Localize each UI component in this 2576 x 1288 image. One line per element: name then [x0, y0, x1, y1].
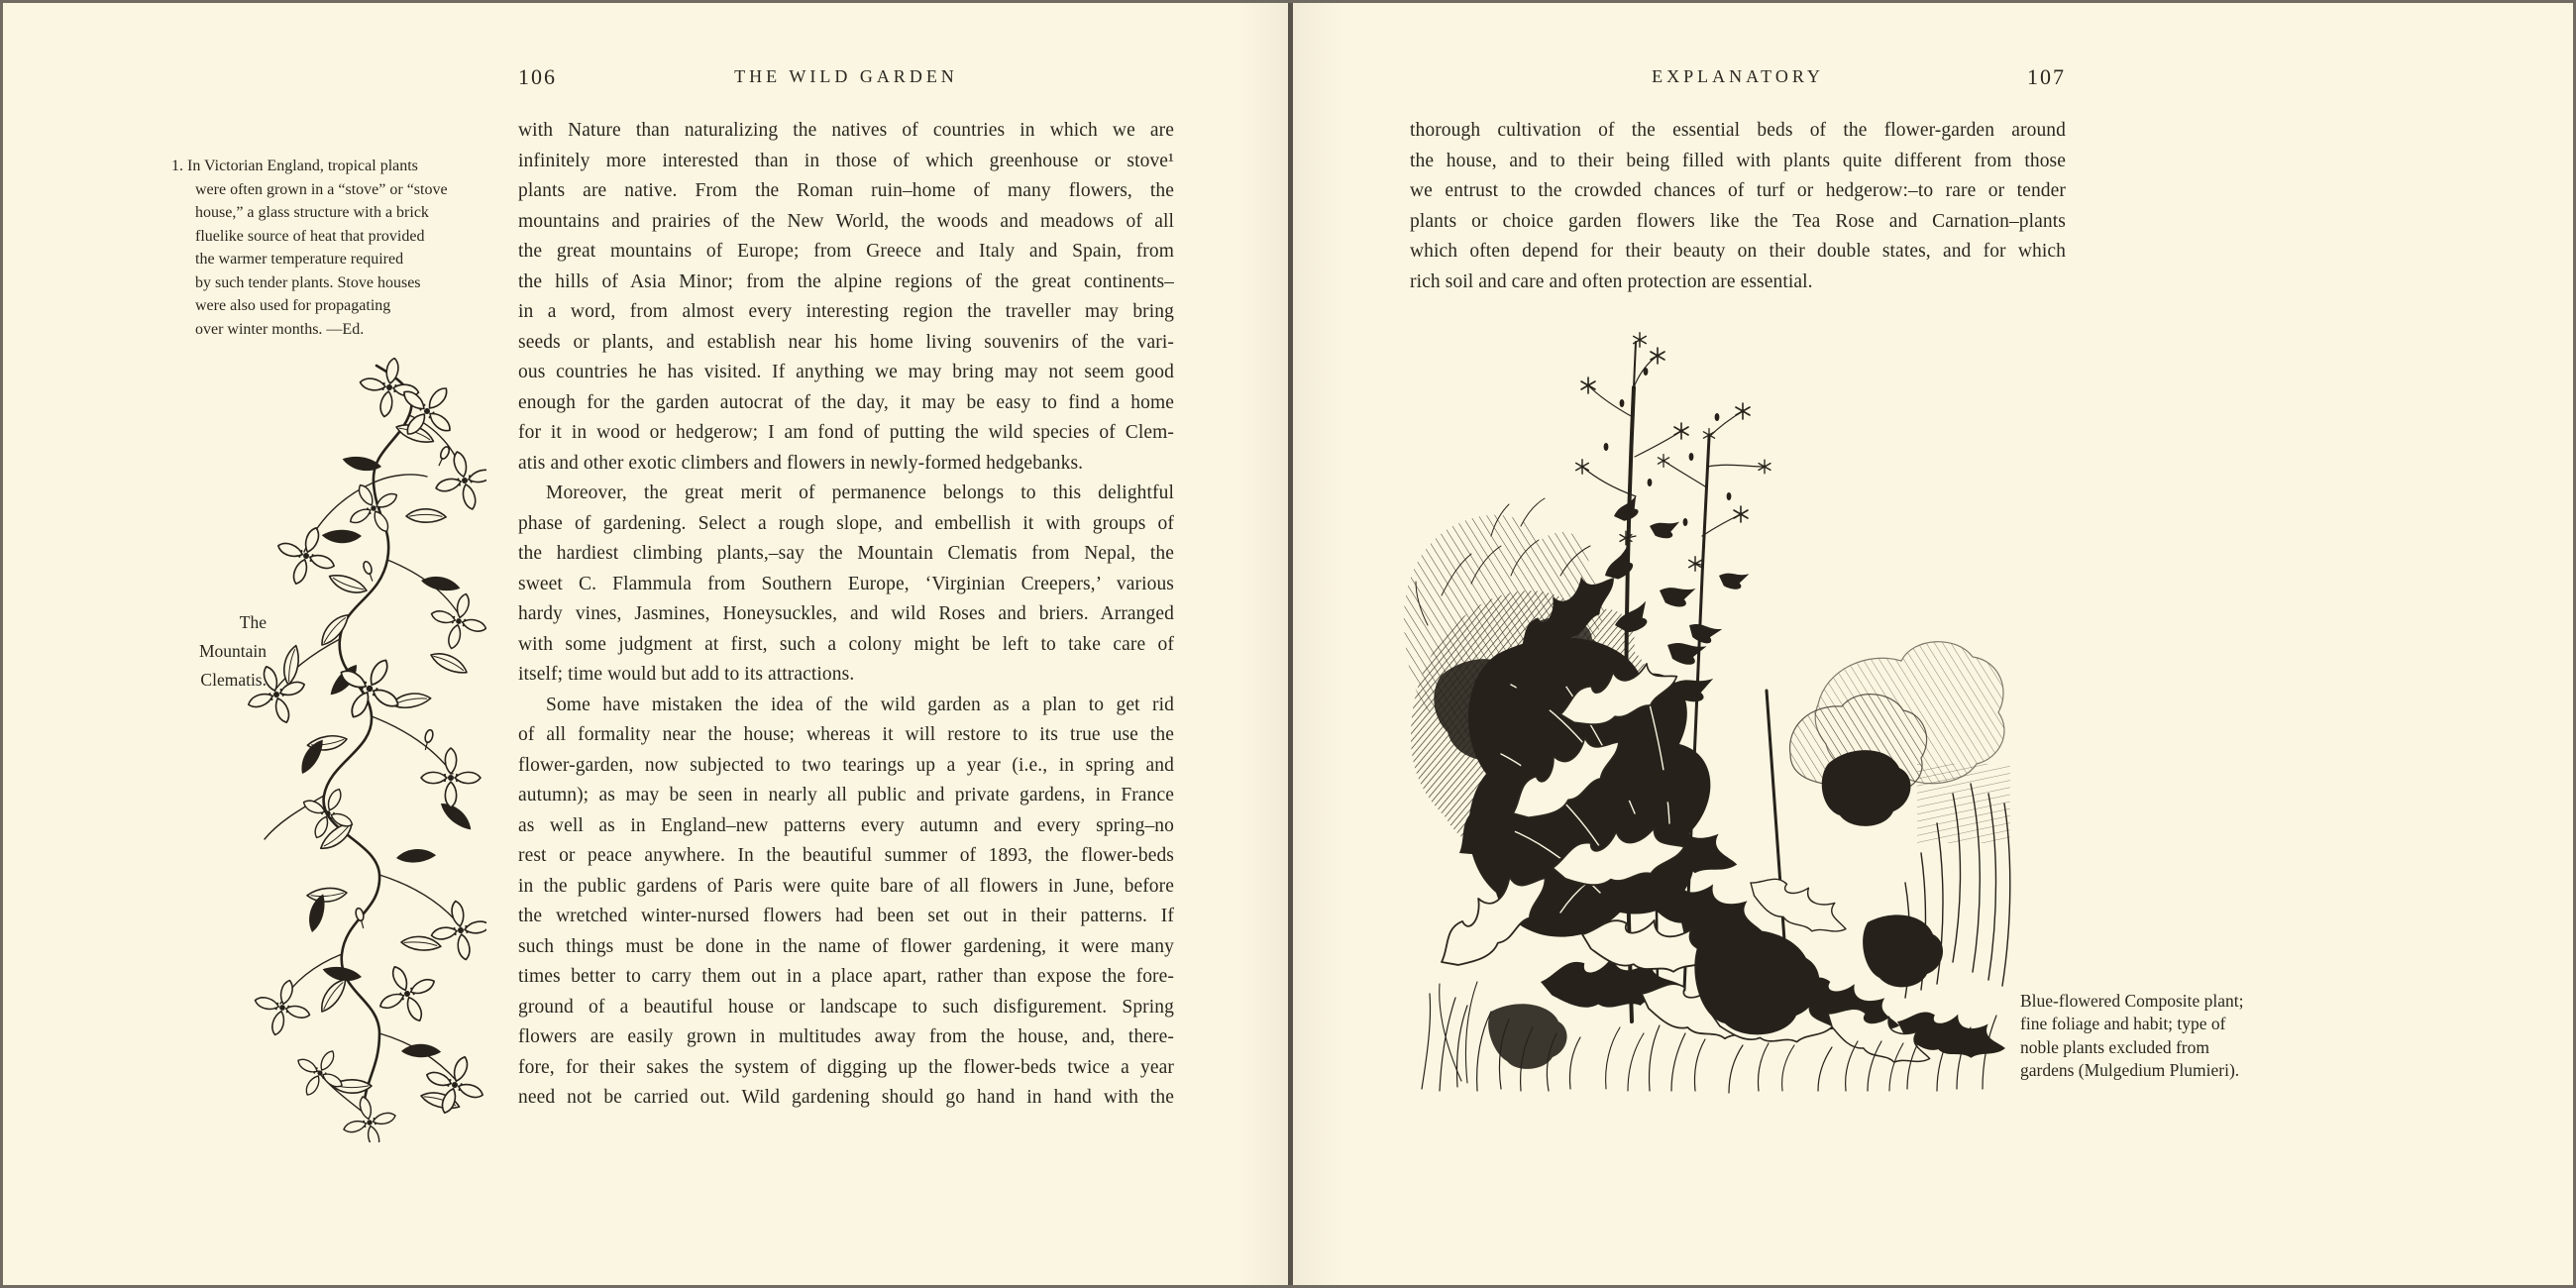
text-line: 1. In Victorian England, tropical plants: [171, 158, 418, 174]
text-line: the wretched winter-nursed flowers had been set out in their patterns. If: [518, 906, 1174, 926]
text-line: the hardiest climbing plants,–say the Mountain Clematis from Nepal, the: [518, 543, 1174, 564]
text-line: over winter months. —Ed.: [195, 320, 365, 338]
text-line: Mountain: [198, 641, 267, 661]
text-line: ous countries he has visited. If anything we may bring may not seem good: [518, 362, 1174, 382]
paragraph: [518, 479, 1174, 691]
running-head-right: EXPLANATORY: [1652, 66, 1824, 86]
paragraph: [518, 116, 1174, 479]
page-number-left: 106: [518, 64, 557, 89]
text-line: we entrust to the crowded chances of turf or hedgerow:–to rare or tender: [1410, 180, 2066, 201]
text-line: the great mountains of Europe; from Greece and Italy and Spain, from: [518, 241, 1174, 262]
text-line: atis and other exotic climbers and flowers in newly-formed hedgebanks.: [518, 452, 1084, 474]
text-line: gardens (Mulgedium Plumieri).: [2020, 1060, 2240, 1081]
text-line: Clematis.: [200, 670, 267, 690]
text-line: enough for the garden autocrat of the day, it may be easy to find a home: [518, 391, 1174, 413]
text-line: infinitely more interested than in those of which greenhouse or stove¹: [518, 150, 1174, 171]
text-line: the hills of Asia Minor; from the alpine regions of the great continents–: [518, 270, 1174, 292]
text-line: autumn); as may be seen in nearly all public and private gardens, in France: [518, 785, 1174, 805]
gutter-shadow-left: [1238, 3, 1288, 1288]
mulgedium-illustration: [1402, 328, 2016, 1095]
text-line: need not be carried out. Wild gardening should go hand in hand with the: [518, 1087, 1174, 1108]
paragraph: [1410, 116, 2066, 297]
text-line: plants are native. From the Roman ruin–home of many flowers, the: [518, 180, 1174, 201]
text-line: as well as in England–new patterns every autumn and every spring–no: [518, 814, 1174, 836]
text-line: Some have mistaken the idea of the wild garden as a plan to get rid: [546, 694, 1174, 715]
text-line: The: [239, 612, 267, 632]
text-line: fluelike source of heat that provided: [195, 227, 425, 245]
clematis-illustration: [223, 358, 486, 1142]
text-line: thorough cultivation of the essential beds of the flower-garden around: [1410, 120, 2066, 141]
text-line: noble plants excluded from: [2020, 1036, 2209, 1057]
text-line: ground of a beautiful house or landscape to such disfigurement. Spring: [518, 996, 1174, 1018]
text-line: by such tender plants. Stove houses: [195, 273, 421, 291]
page-gutter-divider: [1288, 3, 1293, 1288]
text-line: times better to carry them out in a place apart, rather than expose the fore-: [518, 966, 1174, 987]
text-line: for it in wood or hedgerow; I am fond of putting the wild species of Clem-: [518, 422, 1174, 443]
text-line: in the public gardens of Paris were quite bare of all flowers in June, before: [518, 875, 1174, 897]
text-line: of all formality near the house; whereas it will restore to its true use the: [518, 724, 1174, 745]
text-line: such things must be done in the name of flower gardening, it were many: [518, 935, 1174, 957]
right-header: [1410, 66, 2066, 96]
text-line: plants or choice garden flowers like the Tea Rose and Carnation–plants: [1410, 210, 2066, 232]
text-line: itself; time would but add to its attractions.: [518, 664, 855, 685]
text-line: fore, for their sakes the system of digging up the flower-beds twice a year: [518, 1056, 1174, 1078]
text-line: rest or peace anywhere. In the beautiful summer of 1893, the flower-beds: [518, 845, 1174, 866]
page-number-right: 107: [2027, 64, 2066, 89]
text-line: flower-garden, now subjected to two tearings up a year (i.e., in spring and: [518, 754, 1174, 776]
text-line: with some judgment at first, such a colony might be left to take care of: [518, 633, 1174, 655]
text-line: phase of gardening. Select a rough slope, and embellish it with groups of: [518, 512, 1174, 534]
text-line: mountains and prairies of the New World, the woods and meadows of all: [518, 210, 1174, 232]
left-header: [518, 66, 1174, 96]
left-body-text: [518, 116, 1174, 1114]
mulgedium-caption: [2020, 990, 2278, 1083]
text-line: were often grown in a “stove” or “stove: [195, 180, 448, 198]
text-line: with Nature than naturalizing the natives of countries in which we are: [518, 120, 1174, 141]
text-line: fine foliage and habit; type of: [2020, 1014, 2226, 1034]
text-line: seeds or plants, and establish near his home living souvenirs of the vari-: [518, 331, 1174, 353]
right-body-text: [1410, 116, 2066, 297]
editor-footnote: [171, 155, 498, 341]
text-line: sweet C. Flammula from Southern Europe, ‘Virginian Creepers,’ various: [518, 573, 1174, 594]
text-line: were also used for propagating: [195, 297, 391, 314]
gutter-shadow-right: [1293, 3, 1342, 1288]
text-line: the house, and to their being filled with plants quite different from those: [1410, 150, 2066, 171]
running-head-left: THE WILD GARDEN: [734, 66, 958, 86]
text-line: in a word, from almost every interesting region the traveller may bring: [518, 301, 1174, 322]
text-line: rich soil and care and often protection are essential.: [1410, 270, 1813, 292]
text-line: Blue-flowered Composite plant;: [2020, 991, 2244, 1011]
text-line: which often depend for their beauty on their double states, and for which: [1410, 241, 2066, 262]
text-line: the warmer temperature required: [195, 251, 404, 268]
paragraph: [518, 691, 1174, 1114]
clematis-caption: [142, 608, 267, 695]
text-line: hardy vines, Jasmines, Honeysuckles, and wild Roses and briers. Arranged: [518, 603, 1174, 624]
text-line: house,” a glass structure with a brick: [195, 204, 429, 221]
text-line: Moreover, the great merit of permanence belongs to this delightful: [546, 483, 1174, 503]
text-line: flowers are easily grown in multitudes away from the house, and, there-: [518, 1026, 1174, 1047]
